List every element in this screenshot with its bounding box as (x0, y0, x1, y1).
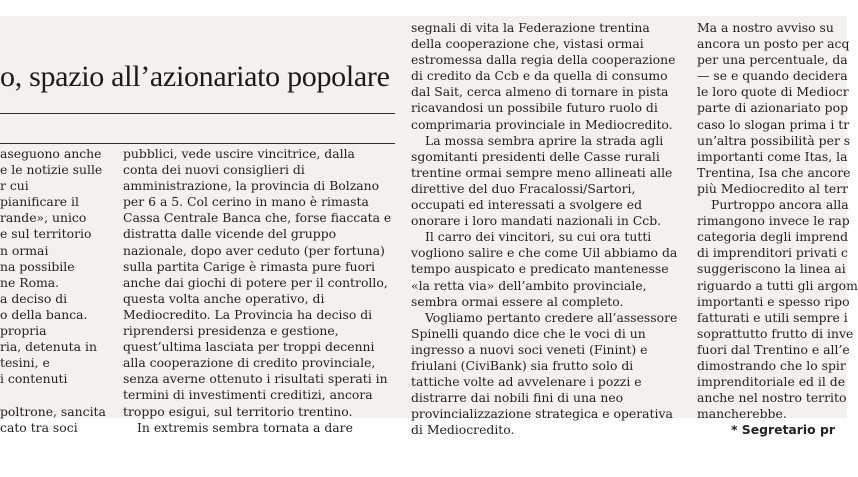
article-line: categoria degli imprend (697, 229, 849, 245)
article-line: La mossa sembra aprire la strada agli (425, 132, 664, 148)
article-line: più Mediocredito al terr (697, 180, 849, 196)
article-line: senza averne ottenuto i risultati sperati in (123, 371, 388, 387)
article-line: r cui (0, 178, 29, 194)
article-line: nazionale, dopo aver ceduto (per fortuna) (123, 242, 385, 258)
article-line: mancherebbe. (697, 406, 787, 422)
article-line: Ma a nostro avviso su (697, 20, 834, 35)
article-line: per una percentuale, da (697, 52, 848, 68)
article-line: parte di azionariato pop (697, 100, 849, 116)
article-line: per 6 a 5. Col cerino in mano è rimasta (123, 194, 369, 210)
article-line: di Mediocredito. (411, 422, 515, 438)
article-line: conta dei nuovi consiglieri di (123, 162, 305, 178)
article-line: i contenuti (0, 371, 68, 387)
article-line: comprimaria provinciale in Mediocredito. (411, 116, 673, 132)
article-line: ancora un posto per acq (697, 36, 850, 52)
article-line: ricavandosi un possibile futuro ruolo di (411, 100, 658, 116)
article-line: imprenditoriale ed il de (697, 374, 846, 390)
article-line: riprendersi presidenza e gestione, (123, 323, 339, 339)
article-line: pianificare il (0, 194, 79, 210)
article-line: riguardo a tutti gli argom (697, 277, 858, 293)
article-column-4 (697, 20, 858, 438)
article-line: Trentina, Isa che ancore (697, 164, 851, 180)
article-line: anche nel nostro territo (697, 390, 847, 406)
article-line: ne Roma. (0, 274, 60, 290)
article-line: poltrone, sancita (0, 403, 106, 419)
article-line: fuori dal Trentino e all’e (697, 341, 850, 357)
article-line: distrarre dai nobili fini di una neo (411, 390, 624, 406)
article-line: tattiche volte ad avvelenare i pozzi e (411, 374, 642, 390)
article-line: e le notizie sulle (0, 162, 103, 178)
article-line: aseguono anche (0, 146, 102, 161)
article-column-1 (0, 146, 120, 436)
article-line: occupati ed interessati a svolgere ed (411, 197, 643, 213)
article-line: In extremis sembra tornata a dare (137, 419, 353, 435)
article-line: a deciso di (0, 290, 68, 306)
article-line: dal Sait, cerca almeno di tornare in pista (411, 84, 669, 100)
article-line: di imprenditori privati c (697, 245, 848, 261)
article-line: segnali di vita la Federazione trentina (411, 20, 650, 35)
article-line: un’altra possibilità per s (697, 132, 851, 148)
article-line: vogliono salire e che come Uil abbiamo da (411, 245, 678, 261)
article-line: na possibile (0, 258, 75, 274)
article-line: fatturati e utili sempre i (697, 309, 848, 325)
article-line: estromessa dalla regia della cooperazione (411, 52, 676, 68)
article-line: Vogliamo pertanto credere all’assessore (425, 309, 678, 325)
article-line: anche dai giochi di potere per il controllo, (123, 274, 388, 290)
article-line: Purtroppo ancora alla (711, 197, 849, 213)
article-line: tesini, e (0, 355, 50, 371)
article-line: importanti e spesso ripo (697, 293, 850, 309)
article-line: alla cooperazione di credito provinciale, (123, 355, 376, 371)
article-line: ria, detenuta in (0, 339, 97, 355)
article-column-3 (411, 20, 691, 438)
article-line: termini di investimenti creditizi, ancora (123, 387, 373, 403)
newspaper-clipping (0, 16, 858, 438)
article-line: propria (0, 323, 47, 339)
article-line: amministrazione, la provincia di Bolzano (123, 178, 380, 194)
article-line: soprattutto frutto di inve (697, 325, 854, 341)
article-line: o della banca. (0, 306, 88, 322)
article-line: rande», unico (0, 210, 87, 226)
article-line: — se e quando decidera (697, 68, 848, 84)
article-line: direttive del duo Fracalossi/Sartori, (411, 180, 636, 196)
article-line: cato tra soci (0, 419, 78, 435)
article-line: onorare i loro mandati nazionali in Ccb. (411, 213, 662, 229)
article-line: n ormai (0, 242, 49, 258)
article-line: le loro quote di Mediocr (697, 84, 849, 100)
headline-rule (0, 113, 395, 114)
article-column-2 (123, 146, 405, 436)
article-line (0, 387, 120, 403)
article-line: trentine ormai sempre meno allineati alle (411, 164, 673, 180)
article-line: rimangono invece le rap (697, 213, 850, 229)
article-line: caso lo slogan prima i tr (697, 116, 850, 132)
article-line: ingresso a nuovi soci veneti (Finint) e (411, 341, 648, 357)
article-line: Il carro dei vincitori, su cui ora tutti (425, 229, 652, 245)
article-line: quest’ultima lasciata per troppi decenni (123, 339, 375, 355)
article-line: suggeriscono la linea ai (697, 261, 846, 277)
article-line: Cassa Centrale Banca che, forse fiaccata e (123, 210, 392, 226)
article-line: dimostrando che lo spir (697, 357, 846, 373)
article-line: Spinelli quando dice che le voci di un (411, 325, 646, 341)
headline: o, spazio all’azionariato popolare (0, 60, 390, 93)
article-line: friulani (CiviBank) sia frutto solo di (411, 357, 634, 373)
article-line: sgomitanti presidenti delle Casse rurali (411, 148, 660, 164)
article-line: distratta dalle vicende del gruppo (123, 226, 337, 242)
column-top-rule (0, 143, 395, 144)
article-line: tempo auspicato e predicato mantenesse (411, 261, 669, 277)
article-line: provincializzazione strategica e operativa (411, 406, 673, 422)
author-signature: * Segretario pr (731, 422, 835, 438)
article-line: pubblici, vede uscire vincitrice, dalla (123, 146, 355, 161)
article-line: e sul territorio (0, 226, 92, 242)
article-line: sulla partita Carige è rimasta pure fuori (123, 258, 376, 274)
article-line: troppo esigui, sul territorio trentino. (123, 403, 353, 419)
article-line: questa volta anche operativo, di (123, 290, 325, 306)
article-line: importanti come Itas, la (697, 148, 848, 164)
article-line: sembra ormai essere al completo. (411, 293, 624, 309)
article-line: della cooperazione che, vistasi ormai (411, 36, 644, 52)
article-line: Mediocredito. La Provincia ha deciso di (123, 306, 373, 322)
article-line: di credito da Ccb e da quella di consumo (411, 68, 668, 84)
article-line: «la retta via» dell’ambito provinciale, (411, 277, 647, 293)
